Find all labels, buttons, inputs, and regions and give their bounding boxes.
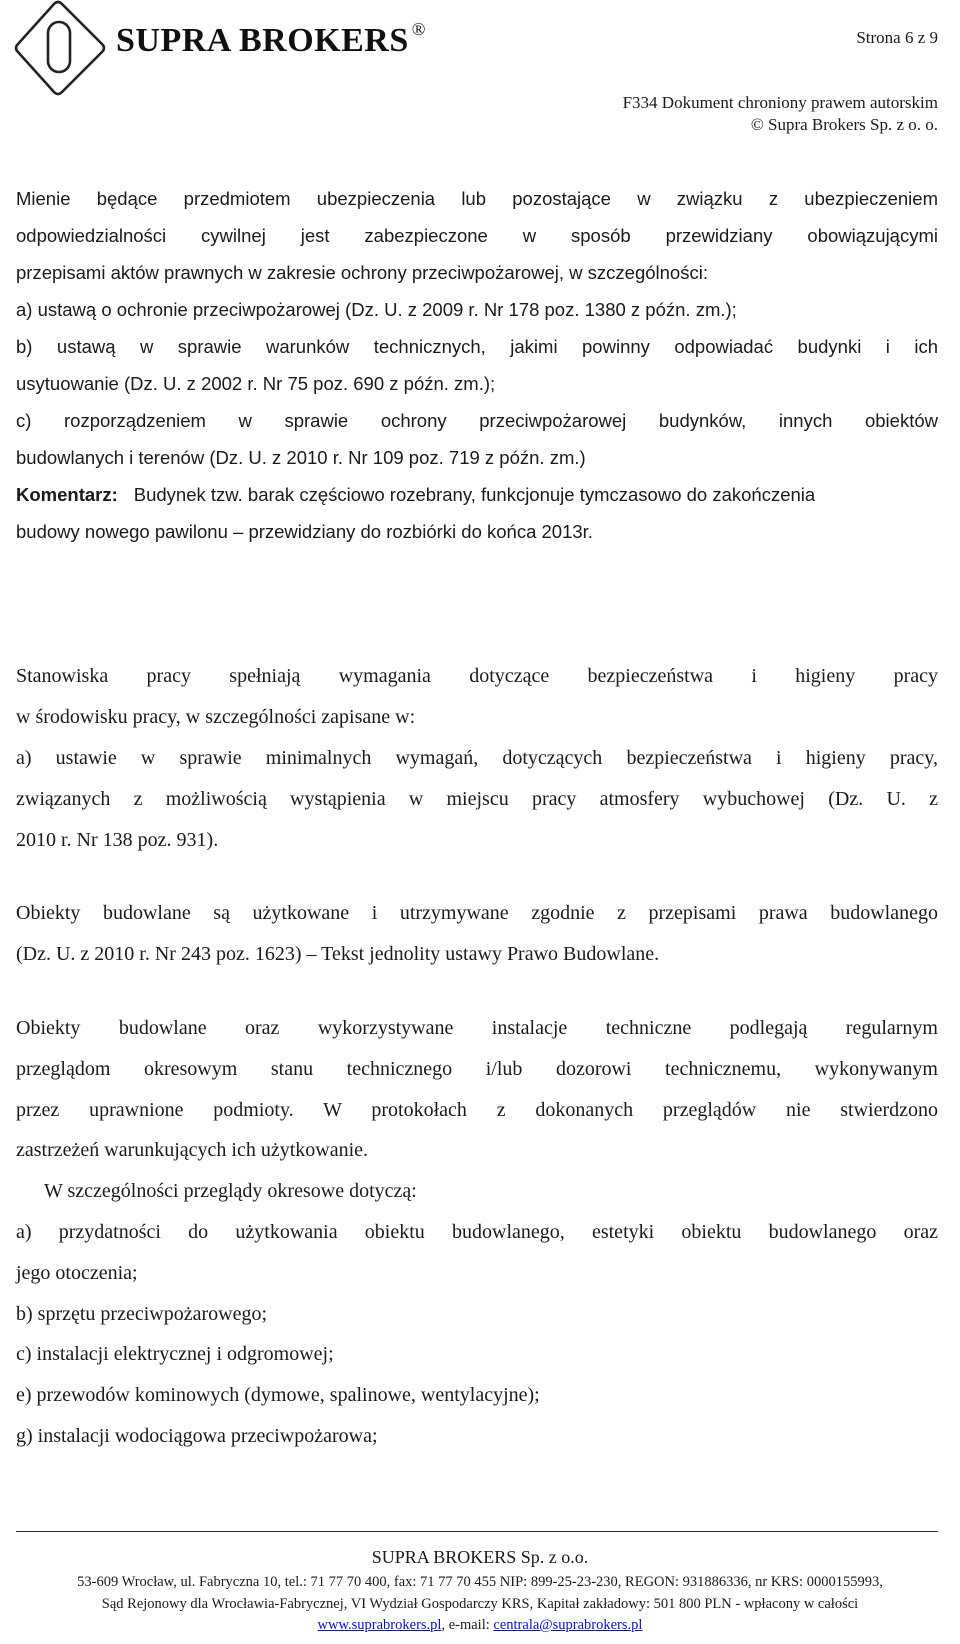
copyright-line-1: F334 Dokument chroniony prawem autorskim [622, 93, 938, 112]
paragraph-line: zastrzeżeń warunkujących ich użytkowanie. [16, 1139, 369, 1162]
paragraph-line: przepisami aktów prawnych w zakresie ochrony przeciwpożarowej, w szczególności: [16, 262, 708, 283]
list-item-a-continued: związanych z możliwością wystąpienia w miejscu pracy atmosfery wybuchowej (Dz. U. z [16, 788, 938, 810]
page-number: Strona 6 z 9 [856, 28, 938, 47]
comment-line-continued: budowy nowego pawilonu – przewidziany do rozbiórki do końca 2013r. [16, 521, 593, 542]
list-item-a: a) ustawie w sprawie minimalnych wymagań, dotyczących bezpieczeństwa i higieny pracy, [16, 747, 938, 769]
list-item-c-continued: budowlanych i terenów (Dz. U. z 2010 r. Nr 109 poz. 719 z późn. zm.) [16, 447, 586, 468]
footer-company: SUPRA BROKERS Sp. z o.o. [371, 1547, 589, 1567]
footer-divider [16, 1531, 938, 1532]
paragraph-line: przez uprawnione podmioty. W protokołach z dokonanych przeglądów nie stwierdzono [16, 1098, 938, 1121]
paragraph-line: odpowiedzialności cywilnej jest zabezpieczone w sposób przewidziany obowiązującymi [16, 225, 938, 246]
email-link[interactable]: centrala@suprabrokers.pl [493, 1617, 643, 1633]
copyright-notice [623, 92, 938, 136]
workplace-section [16, 656, 938, 861]
construction-law-section [16, 893, 938, 975]
inspection-item-a-continued: jego otoczenia; [16, 1261, 138, 1284]
list-item-b: b) ustawą w sprawie warunków technicznych, jakimi powinny odpowiadać budynki i ich [16, 336, 938, 357]
list-item-c: c) rozporządzeniem w sprawie ochrony przeciwpożarowej budynków, innych obiektów [16, 410, 938, 431]
email-prefix: , e-mail: [441, 1617, 494, 1633]
comment-text: Budynek tzw. barak częściowo rozebrany, funkcjonuje tymczasowo do zakończenia [133, 484, 816, 505]
footer-court: Sąd Rejonowy dla Wrocławia-Fabrycznej, VI Wydział Gospodarczy KRS, Kapitał zakładowy: 501 800 PLN - wpłacony w całości [101, 1596, 859, 1612]
copyright-line-2: © Supra Brokers Sp. z o. o. [750, 115, 938, 134]
footer-contact [0, 1617, 960, 1634]
inspections-section [16, 1008, 938, 1457]
paragraph-line: Obiekty budowlane są użytkowane i utrzymywane zgodnie z przepisami prawa budowlanego [16, 902, 938, 924]
list-item-a: a) ustawą o ochronie przeciwpożarowej (Dz. U. z 2009 r. Nr 178 poz. 1380 z późn. zm.); [16, 299, 737, 320]
inspection-item-g: g) instalacji wodociągowa przeciwpożarowa; [16, 1424, 378, 1447]
inspection-item-e: e) przewodów kominowych (dymowe, spalinowe, wentylacyjne); [16, 1384, 540, 1407]
inspection-item-a: a) przydatności do użytkowania obiektu budowlanego, estetyki obiektu budowlanego oraz [16, 1220, 938, 1243]
footer-address: 53-609 Wrocław, ul. Fabryczna 10, tel.: 71 77 70 400, fax: 71 77 70 455 NIP: 899-25-23-230, REGON: 931886336, nr KRS: 0000155993, [77, 1574, 883, 1590]
comment-label: Komentarz: [16, 484, 118, 505]
paragraph-line: przeglądom okresowym stanu technicznego i/lub dozorowi technicznemu, wykonywanym [16, 1057, 938, 1080]
paragraph-line: Obiekty budowlane oraz wykorzystywane instalacje techniczne podlegają regularnym [16, 1017, 938, 1039]
inspection-intro: W szczególności przeglądy okresowe dotyczą: [44, 1180, 417, 1203]
brand-name: SUPRA BROKERS ® [116, 18, 426, 59]
paragraph-line: Mienie będące przedmiotem ubezpieczenia lub pozostające w związku z ubezpieczeniem [16, 188, 938, 209]
comment-line [16, 476, 938, 513]
paragraph-line: w środowisku pracy, w szczególności zapisane w: [16, 706, 416, 728]
website-link[interactable]: www.suprabrokers.pl [317, 1617, 442, 1633]
paragraph-line: (Dz. U. z 2010 r. Nr 243 poz. 1623) – Tekst jednolity ustawy Prawo Budowlane. [16, 943, 660, 965]
list-item-a-continued: 2010 r. Nr 138 poz. 931). [16, 829, 219, 851]
inspection-item-b: b) sprzętu przeciwpożarowego; [16, 1302, 267, 1325]
inspection-item-c: c) instalacji elektrycznej i odgromowej; [16, 1343, 334, 1366]
fire-protection-section [16, 180, 938, 550]
paragraph-line: Stanowiska pracy spełniają wymagania dotyczące bezpieczeństwa i higieny pracy [16, 665, 938, 687]
list-item-b-continued: usytuowanie (Dz. U. z 2002 r. Nr 75 poz. 690 z późn. zm.); [16, 373, 496, 394]
registered-mark: ® [411, 18, 426, 39]
supra-brokers-logo [14, 0, 110, 96]
